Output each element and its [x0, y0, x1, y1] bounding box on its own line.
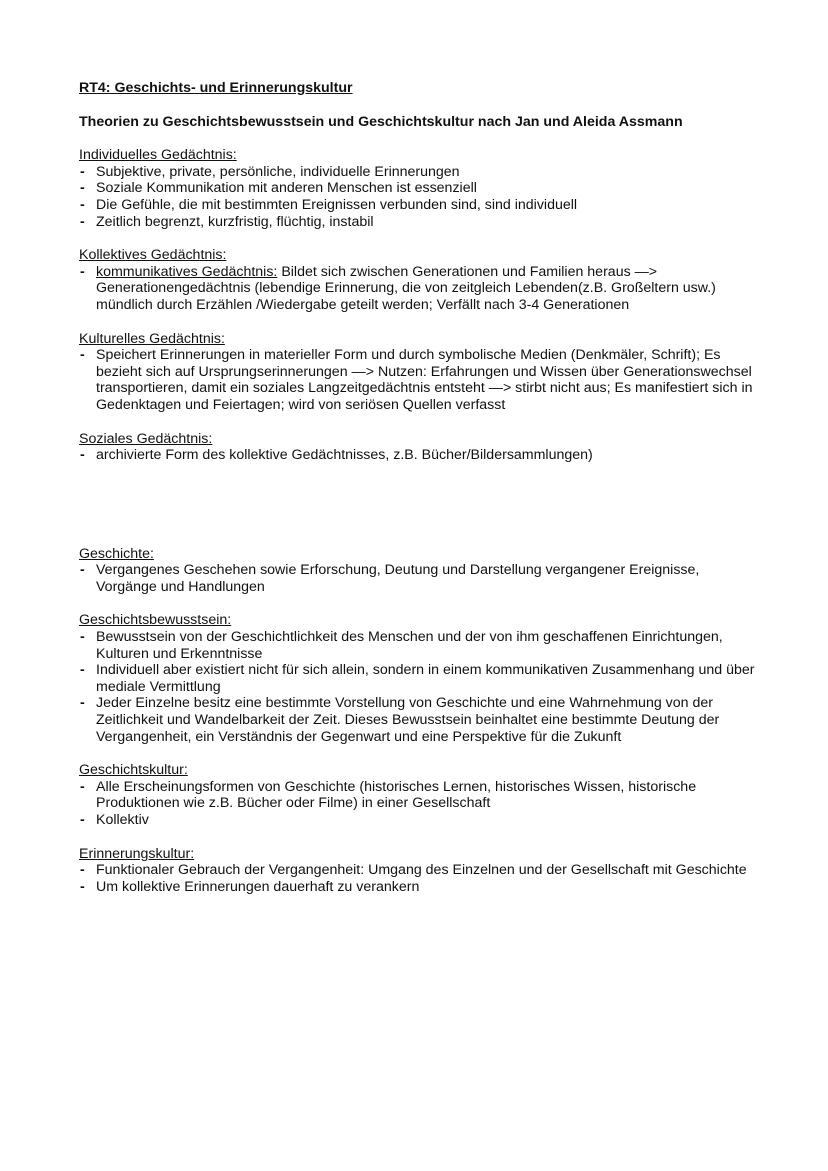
bullet-list — [79, 562, 759, 595]
blank-space — [79, 464, 828, 529]
bullet-list — [79, 164, 759, 230]
list-item: - Jeder Einzelne besitz eine bestimmte Vorstellung von Geschichte und eine Wahrnehmung von der Zeitlichkeit und Wandelbarkeit der Zeit. Dieses Bewusstsein beinhaltet eine bestimmte Deutung der Vergangenheit, ein Verständnis der Gegenwart und eine Perspektive für die Zukunft — [79, 695, 759, 745]
section-heading: Kollektives Gedächtnis: — [79, 247, 227, 264]
section-soziales-gedaechtnis — [79, 431, 828, 464]
bullet-list — [79, 629, 759, 745]
bullet-list — [79, 347, 759, 413]
section-heading: Individuelles Gedächtnis: — [79, 147, 237, 164]
bullet-list — [79, 447, 759, 464]
section-heading: Kulturelles Gedächtnis: — [79, 330, 225, 347]
list-item: - Zeitlich begrenzt, kurzfristig, flüchtig, instabil — [79, 214, 759, 231]
list-item: - Kollektiv — [79, 812, 759, 829]
document-subtitle: Theorien zu Geschichtsbewusstsein und Geschichtskultur nach Jan und Aleida Assmann — [79, 113, 683, 130]
list-item: - Soziale Kommunikation mit anderen Menschen ist essenziell — [79, 180, 759, 197]
list-item: - Speichert Erinnerungen in materieller Form und durch symbolische Medien (Denkmäler, Schrift); Es bezieht sich auf Ursprungserinnerungen —> Nutzen: Erfahrungen und Wissen über Generationswechsel transportieren, damit ein soziales Langzeitgedächtnis entsteht —> stirbt nicht aus; Es manifestiert sich in Gedenktagen und Feiertagen; wird von seriösen Quellen verfasst — [79, 347, 759, 413]
document-title: RT4: Geschichts- und Erinnerungskultur — [79, 80, 353, 96]
section-heading: Soziales Gedächtnis: — [79, 430, 213, 447]
term-label: kommunikatives Gedächtnis: — [96, 263, 278, 280]
section-individuelles-gedaechtnis — [79, 147, 828, 230]
list-item: - archivierte Form des kollektive Gedächtnisses, z.B. Bücher/Bildersammlungen) — [79, 447, 759, 464]
list-item: - Alle Erscheinungsformen von Geschichte (historisches Lernen, historisches Wissen, historische Produktionen wie z.B. Bücher oder Filme) in einer Gesellschaft — [79, 779, 759, 812]
term-description: Bildet sich zwischen Generationen und Familien heraus —> Generationengedächtnis (lebendige Erinnerung, die von zeitgleich Lebenden(z.B. Großeltern usw.) mündlich durch Erzählen /Wiedergabe geteilt werden; Verfällt nach 3-4 Generationen — [96, 263, 716, 313]
bullet-list — [79, 862, 759, 895]
list-item: - Subjektive, private, persönliche, individuelle Erinnerungen — [79, 164, 759, 181]
list-item: - Individuell aber existiert nicht für sich allein, sondern in einem kommunikativen Zusammenhang und über mediale Vermittlung — [79, 662, 759, 695]
section-geschichtsbewusstsein — [79, 612, 828, 745]
bullet-list — [79, 779, 759, 829]
bullet-list — [79, 264, 759, 314]
list-item: - Funktionaler Gebrauch der Vergangenheit: Umgang des Einzelnen und der Gesellschaft mit Geschichte — [79, 862, 759, 879]
list-item: - Vergangenes Geschehen sowie Erforschung, Deutung und Darstellung vergangener Ereignisse, Vorgänge und Handlungen — [79, 562, 759, 595]
section-kulturelles-gedaechtnis — [79, 331, 828, 414]
list-item: - Bewusstsein von der Geschichtlichkeit des Menschen und der von ihm geschaffenen Einrichtungen, Kulturen und Erkenntnisse — [79, 629, 759, 662]
section-geschichte — [79, 546, 828, 596]
section-heading: Erinnerungskultur: — [79, 845, 195, 862]
list-item: - Die Gefühle, die mit bestimmten Ereignissen verbunden sind, sind individuell — [79, 197, 759, 214]
section-kollektives-gedaechtnis — [79, 247, 828, 313]
section-geschichtskultur — [79, 762, 828, 828]
section-heading: Geschichtsbewusstsein: — [79, 612, 232, 629]
section-erinnerungskultur — [79, 846, 828, 896]
section-heading: Geschichte: — [79, 545, 154, 562]
section-heading: Geschichtskultur: — [79, 762, 188, 779]
list-item — [79, 264, 759, 314]
list-item: - Um kollektive Erinnerungen dauerhaft zu verankern — [79, 879, 759, 896]
